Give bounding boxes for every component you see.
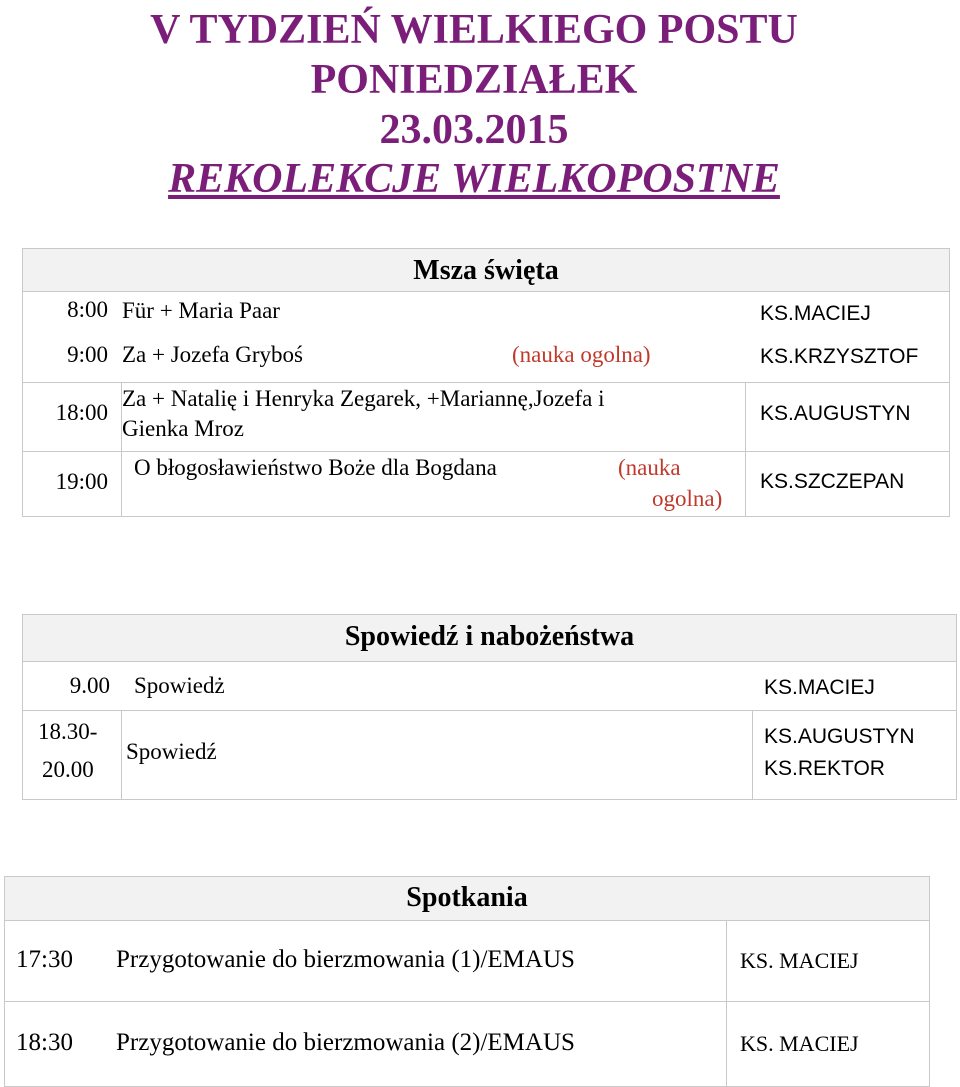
confession-label: Spowiedż (134, 673, 225, 698)
confession-time: 20.00 (42, 757, 94, 782)
confession-priest: KS.REKTOR (764, 757, 885, 780)
mass-time: 8:00 (67, 297, 108, 322)
confession-table-header (22, 614, 957, 662)
mass-priest: KS.KRZYSZTOF (760, 345, 919, 368)
heading-retreat: REKOLEKCJE WIELKOPOSTNE (168, 156, 780, 202)
meeting-label: Przygotowanie do bierzmowania (2)/EMAUS (116, 1029, 575, 1056)
mass-table-title: Msza święta (413, 255, 559, 286)
mass-time: 19:00 (55, 469, 108, 494)
mass-intention: Za + Jozefa Gryboś (122, 342, 303, 367)
mass-priest: KS.MACIEJ (760, 302, 871, 325)
confession-time: 18.30- (38, 719, 98, 744)
confession-time: 9.00 (69, 673, 110, 698)
mass-time: 18:00 (55, 400, 108, 425)
meeting-priest: KS. MACIEJ (740, 1031, 859, 1056)
mass-priest: KS.SZCZEPAN (760, 470, 905, 493)
mass-table-header (22, 248, 950, 292)
heading-day: PONIEDZIAŁEK (310, 57, 638, 103)
mass-intention: Za + Natalię i Henryka Zegarek, +Mariannę,Jozefa i (122, 386, 605, 411)
meeting-time: 17:30 (16, 946, 73, 973)
confession-label: Spowiedź (126, 739, 217, 764)
heading-date: 23.03.2015 (379, 107, 569, 153)
mass-priest: KS.AUGUSTYN (760, 402, 911, 425)
meetings-table-title: Spotkania (406, 882, 528, 913)
mass-intention: Für + Maria Paar (122, 298, 280, 323)
meeting-time: 18:30 (16, 1029, 73, 1056)
mass-note: (nauka ogolna) (512, 342, 651, 367)
meeting-priest: KS. MACIEJ (740, 948, 859, 973)
mass-time: 9:00 (67, 342, 108, 367)
heading-week: V TYDZIEŃ WIELKIEGO POSTU (150, 7, 798, 53)
mass-intention: Gienka Mroz (122, 416, 244, 441)
mass-note: ogolna) (652, 486, 723, 511)
mass-intention: O błogosławieństwo Boże dla Bogdana (134, 455, 497, 480)
meeting-label: Przygotowanie do bierzmowania (1)/EMAUS (116, 946, 575, 973)
confession-table-title: Spowiedź i nabożeństwa (344, 621, 635, 652)
confession-priest: KS.AUGUSTYN (764, 725, 915, 748)
mass-note: (nauka (618, 455, 681, 480)
confession-priest: KS.MACIEJ (764, 676, 875, 699)
meetings-table-header (4, 876, 930, 921)
